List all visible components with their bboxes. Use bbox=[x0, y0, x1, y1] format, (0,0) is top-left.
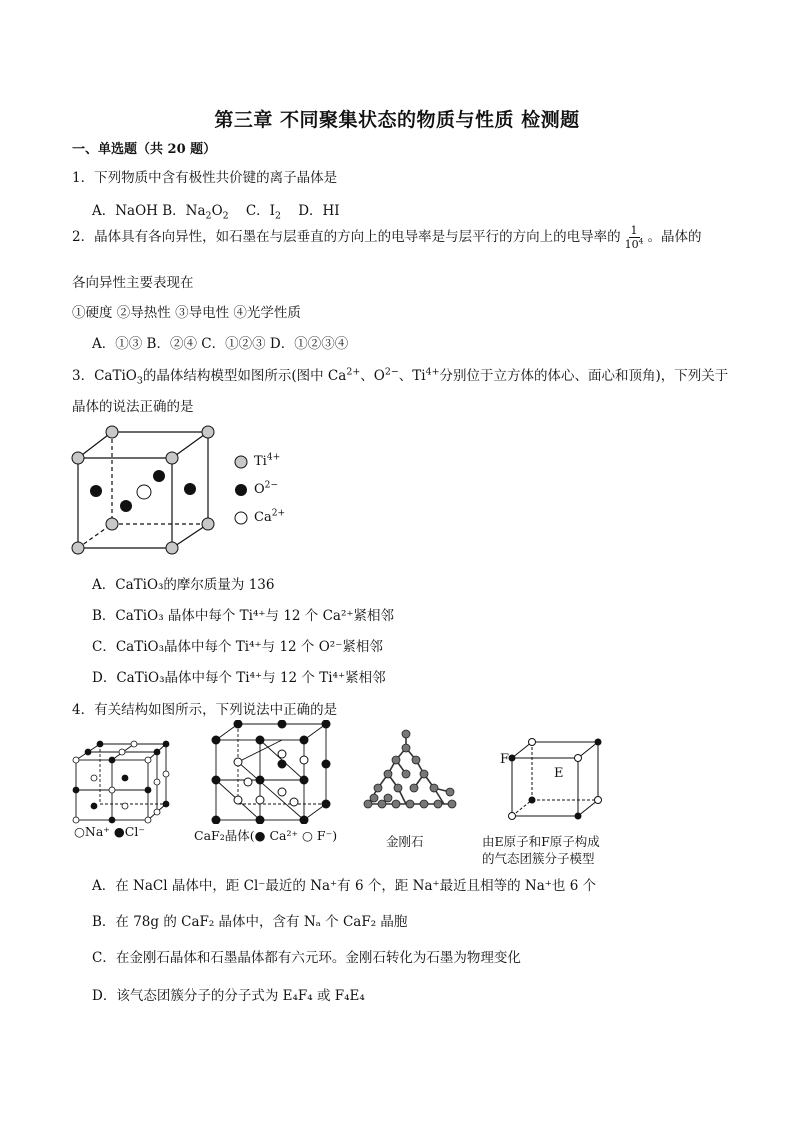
nacl-caption: ○Na⁺ ●Cl⁻ bbox=[74, 824, 145, 839]
caf2-lattice-diagram bbox=[208, 720, 334, 824]
question-3-option-a: A．CaTiO₃的摩尔质量为 136 bbox=[92, 577, 275, 593]
section-heading: 一、单选题（共 20 题） bbox=[72, 142, 217, 157]
question-3-stem-cont: 晶体的说法正确的是 bbox=[72, 399, 194, 415]
question-1-stem: 1．下列物质中含有极性共价键的离子晶体是 bbox=[72, 170, 338, 186]
ef-caption-line2: 的气态团簇分子模型 bbox=[482, 851, 595, 866]
ef-label-e: E bbox=[554, 766, 564, 781]
question-4-option-a: A．在 NaCl 晶体中，距 Cl⁻最近的 Na⁺有 6 个，距 Na⁺最近且相等的 Na⁺也 6 个 bbox=[92, 878, 597, 894]
ef-label-f: F bbox=[500, 752, 510, 767]
nacl-lattice-diagram bbox=[70, 738, 172, 826]
ef-cluster-diagram bbox=[498, 736, 604, 822]
legend-ca: $Ca^{2+}$ bbox=[254, 508, 286, 525]
question-1-options: A．NaOH B．$Na_2O_2$ C．$I_2$ D．HI bbox=[92, 203, 340, 222]
question-3-option-d: D．CaTiO₃晶体中每个 Ti⁴⁺与 12 个 Ti⁴⁺紧相邻 bbox=[92, 670, 386, 686]
question-3-option-b: B．CaTiO₃ 晶体中每个 Ti⁴⁺与 12 个 Ca²⁺紧相邻 bbox=[92, 608, 395, 624]
question-4-option-b: B．在 78g 的 CaF₂ 晶体中，含有 Nₐ 个 CaF₂ 晶胞 bbox=[92, 914, 408, 930]
caf2-caption: CaF₂晶体(● Ca²⁺ ○ F⁻) bbox=[194, 828, 338, 843]
page-title: 第三章 不同聚集状态的物质与性质 检测题 bbox=[214, 109, 580, 131]
ef-caption-line1: 由E原子和F原子构成 bbox=[482, 834, 600, 849]
diamond-structure-diagram bbox=[358, 726, 462, 818]
question-4-stem: 4．有关结构如图所示，下列说法中正确的是 bbox=[72, 702, 338, 718]
question-2-stem-cont: 各向异性主要表现在 bbox=[72, 275, 194, 291]
question-2-options: A．①③ B．②④ C．①②③ D．①②③④ bbox=[92, 336, 349, 352]
fraction: $\frac{1}{10^4}$ bbox=[624, 224, 644, 251]
diamond-caption: 金刚石 bbox=[386, 834, 424, 849]
question-2-stem: 2．晶体具有各向异性，如石墨在与层垂直的方向上的电导率是与层平行的方向上的电导率的 $\frac{1}{10^4}$ 。晶体的 bbox=[72, 224, 702, 251]
question-4-option-d: D．该气态团簇分子的分子式为 E₄F₄ 或 F₄E₄ bbox=[92, 988, 365, 1004]
question-4-option-c: C．在金刚石晶体和石墨晶体都有六元环。金刚石转化为石墨为物理变化 bbox=[92, 950, 521, 966]
legend-o: $O^{2-}$ bbox=[254, 480, 279, 497]
question-3-option-c: C．CaTiO₃晶体中每个 Ti⁴⁺与 12 个 O²⁻紧相邻 bbox=[92, 639, 383, 655]
question-2-items: ①硬度 ②导热性 ③导电性 ④光学性质 bbox=[72, 305, 301, 321]
legend bbox=[235, 456, 247, 524]
legend-ti: $Ti^{4+}$ bbox=[254, 452, 281, 469]
question-3-stem: 3．CaTiO$_3$的晶体结构模型如图所示(图中 $Ca^{2+}$、$O^{2-}$、$Ti^{4+}$分别位于立方体的体心、面心和顶角)，下列关于 bbox=[72, 366, 729, 387]
